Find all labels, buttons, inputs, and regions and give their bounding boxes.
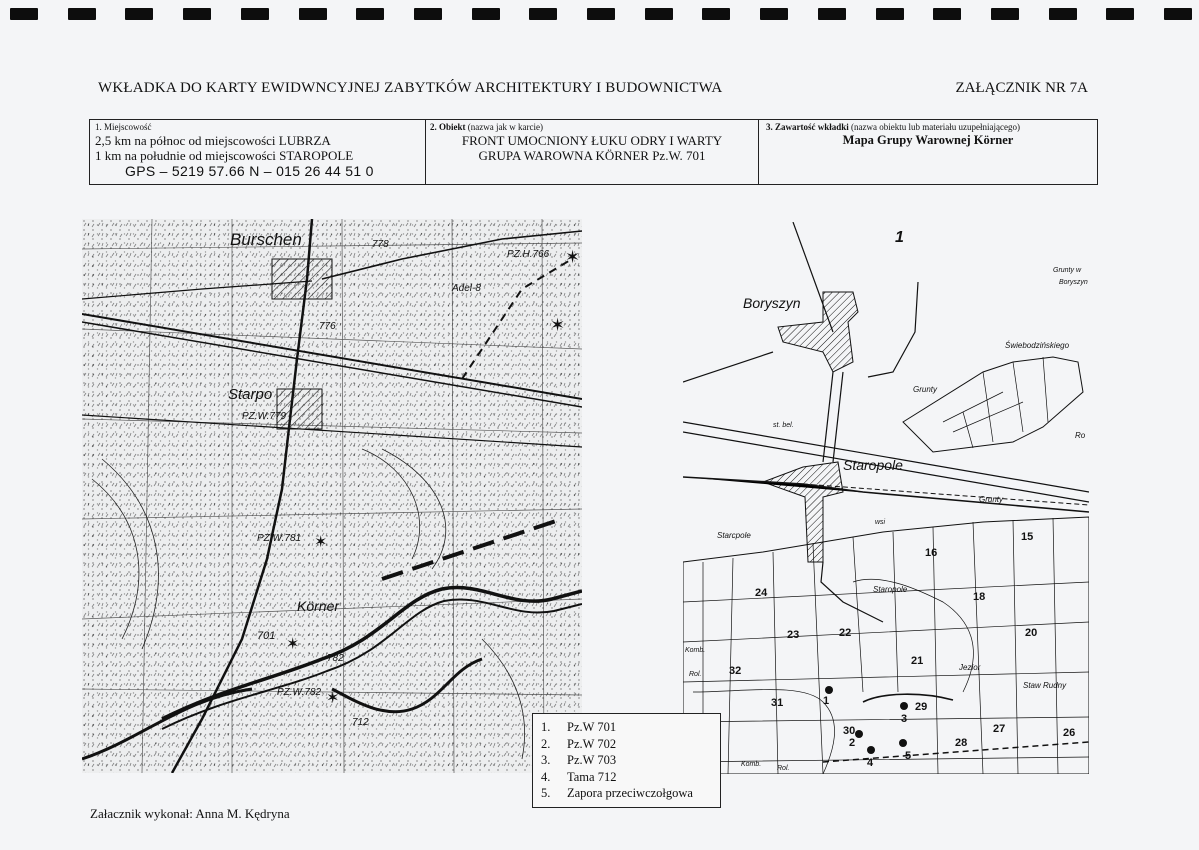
binder-holes [0, 8, 1199, 22]
location-cell [90, 120, 426, 184]
sketch-map [683, 222, 1089, 774]
parcel-24: 24 [755, 587, 768, 599]
legend-number: 4. [541, 769, 551, 784]
parcel-26: 26 [1063, 727, 1076, 739]
bunker-star-icon: ✶ [314, 534, 328, 551]
bunker-marker-4 [867, 746, 875, 754]
parcel-28: 28 [955, 737, 968, 749]
parcel-31: 31 [771, 697, 784, 709]
legend-number: 1. [541, 720, 551, 734]
topographic-map [82, 219, 582, 773]
legend-item [541, 769, 720, 786]
bunker-marker-1 [825, 686, 833, 694]
binder-hole [529, 8, 557, 20]
label-pzw778: 778 [372, 239, 389, 250]
label-rol-2: Rol. [777, 765, 790, 772]
legend-text: Pz.W 701 [567, 720, 617, 734]
label-pzw776: 776 [319, 321, 336, 332]
label-grunty-w: Grunty w [1053, 267, 1082, 274]
parcel-16: 16 [925, 547, 938, 559]
binder-hole [645, 8, 673, 20]
label-staw-rudny: Staw Rudny [1023, 681, 1067, 690]
document-title: WKŁADKA DO KARTY EWIDWNCYJNEJ ZABYTKÓW ARCHITEKTURY I BUDOWNICTWA [98, 80, 723, 96]
legend-text: Pz.W 702 [567, 736, 617, 751]
binder-hole [933, 8, 961, 20]
legend-item [541, 785, 720, 802]
binder-hole [68, 8, 96, 20]
legend-number: 5. [541, 786, 551, 800]
object-label [426, 122, 758, 133]
binder-hole [299, 8, 327, 20]
binder-hole [241, 8, 269, 20]
legend-item [541, 736, 720, 753]
footer-author: Załacznik wykonał: Anna M. Kędryna [90, 806, 290, 821]
parcel-32: 32 [729, 665, 742, 677]
legend-number: 3. [541, 753, 551, 767]
label-starcpole: Starcpole [717, 531, 751, 540]
binder-hole [818, 8, 846, 20]
label-staropole: Staropole [843, 457, 903, 473]
label-grunty: Grunty [979, 495, 1004, 504]
north-arrow-icon: 1 [895, 229, 904, 246]
page-header [98, 80, 1088, 102]
label-ro: Ro [1075, 431, 1086, 440]
label-komb-2: Komb. [741, 761, 762, 768]
binder-hole [1164, 8, 1192, 20]
parcel-20: 20 [1025, 627, 1038, 639]
point-2: 2 [849, 737, 856, 749]
label-wsi: wsi [875, 519, 886, 526]
point-4: 4 [867, 757, 874, 769]
label-jezior: Jezior [959, 663, 981, 672]
label-burschen: Burschen [230, 230, 302, 249]
binder-hole [991, 8, 1019, 20]
content-value: Mapa Grupy Warownej Körner [842, 133, 1014, 147]
binder-hole [1106, 8, 1134, 20]
binder-hole [1049, 8, 1077, 20]
bunker-marker-5 [899, 739, 907, 747]
label-pzw781: PZ.W.781 [257, 533, 302, 544]
binder-hole [876, 8, 904, 20]
content-label-rest: (nazwa obiektu lub materiału uzupełniającego) [848, 122, 1020, 132]
binder-hole [183, 8, 211, 20]
bunker-marker-2 [855, 730, 863, 738]
parcel-22: 22 [839, 627, 852, 639]
label-rol: Rol. [689, 671, 702, 678]
parcel-18: 18 [973, 591, 986, 603]
parcel-23: 23 [787, 629, 800, 641]
bunker-star-icon: ✶ [286, 636, 300, 653]
annex-number: ZAŁĄCZNIK NR 7A [955, 80, 1088, 96]
object-line2: GRUPA WAROWNA KÖRNER Pz.W. 701 [478, 148, 706, 163]
object-label-rest: (nazwa jak w karcie) [465, 122, 543, 132]
location-line2: 1 km na południe od miejscowości STAROPOLE [95, 148, 354, 163]
object-label-bold: 2. Obiekt [430, 122, 466, 132]
content-label-bold: 3. Zawartość wkładki [766, 122, 849, 132]
point-3: 3 [901, 713, 908, 725]
sketch-map-graphic [683, 222, 1089, 774]
location-label: 1. Miejscowość [95, 122, 152, 132]
label-swiebodzinskiego: Świebodzińskiego [1005, 341, 1070, 350]
parcel-30: 30 [843, 725, 856, 737]
binder-hole [10, 8, 38, 20]
label-starpo: Starpo [228, 386, 273, 403]
bunker-marker-3 [900, 702, 908, 710]
legend-text: Tama 712 [567, 769, 617, 784]
label-grunty-2: Grunty [913, 385, 938, 394]
label-st-bel: st. bel. [773, 422, 794, 429]
legend-text: Pz.W 703 [567, 753, 617, 767]
label-boryszyn: Boryszyn [743, 295, 801, 311]
bunker-star-icon: ✶ [550, 315, 566, 335]
object-line1: FRONT UMOCNIONY ŁUKU ODRY I WARTY [461, 133, 723, 148]
binder-hole [414, 8, 442, 20]
binder-hole [702, 8, 730, 20]
topographic-map-graphic [82, 219, 582, 773]
bunker-star-icon: ✶ [326, 690, 340, 707]
binder-hole [472, 8, 500, 20]
bunker-star-icon: ✶ [565, 247, 581, 267]
object-cell [426, 120, 759, 184]
map-legend [532, 713, 721, 808]
location-line1: 2,5 km na północ od miejscowości LUBRZA [95, 133, 331, 148]
label-korner: Körner [297, 598, 340, 614]
label-staropole-small: Staropole [873, 585, 908, 594]
label-boryszyn-small: Boryszyn [1059, 279, 1088, 286]
label-pzw712: 712 [352, 717, 369, 728]
label-adel: Adel-8 [452, 283, 481, 294]
parcel-15: 15 [1021, 531, 1034, 543]
legend-item [541, 752, 720, 769]
point-5: 5 [905, 750, 912, 762]
content-cell [759, 120, 1097, 184]
point-1: 1 [823, 695, 830, 707]
label-pzw779: PZ.W.779 [242, 411, 287, 422]
legend-number: 2. [541, 736, 551, 751]
parcel-29: 29 [915, 701, 928, 713]
label-pzw766: PZ.H.766 [507, 249, 550, 260]
binder-hole [587, 8, 615, 20]
parcel-21: 21 [911, 655, 924, 667]
info-table [89, 119, 1098, 185]
label-komb: Komb. [685, 647, 706, 654]
legend-text: Zapora przeciwczołgowa [567, 786, 693, 800]
label-pzw702: 782 [327, 653, 344, 664]
binder-hole [760, 8, 788, 20]
binder-hole [125, 8, 153, 20]
parcel-27: 27 [993, 723, 1006, 735]
legend-item [541, 719, 720, 736]
content-label [764, 122, 1092, 133]
label-pzw782: PZ.W.782 [277, 687, 322, 698]
gps-coordinates: GPS – 5219 57.66 N – 015 26 44 51 0 [125, 163, 374, 179]
label-pzw701: 701 [257, 630, 276, 642]
binder-hole [356, 8, 384, 20]
